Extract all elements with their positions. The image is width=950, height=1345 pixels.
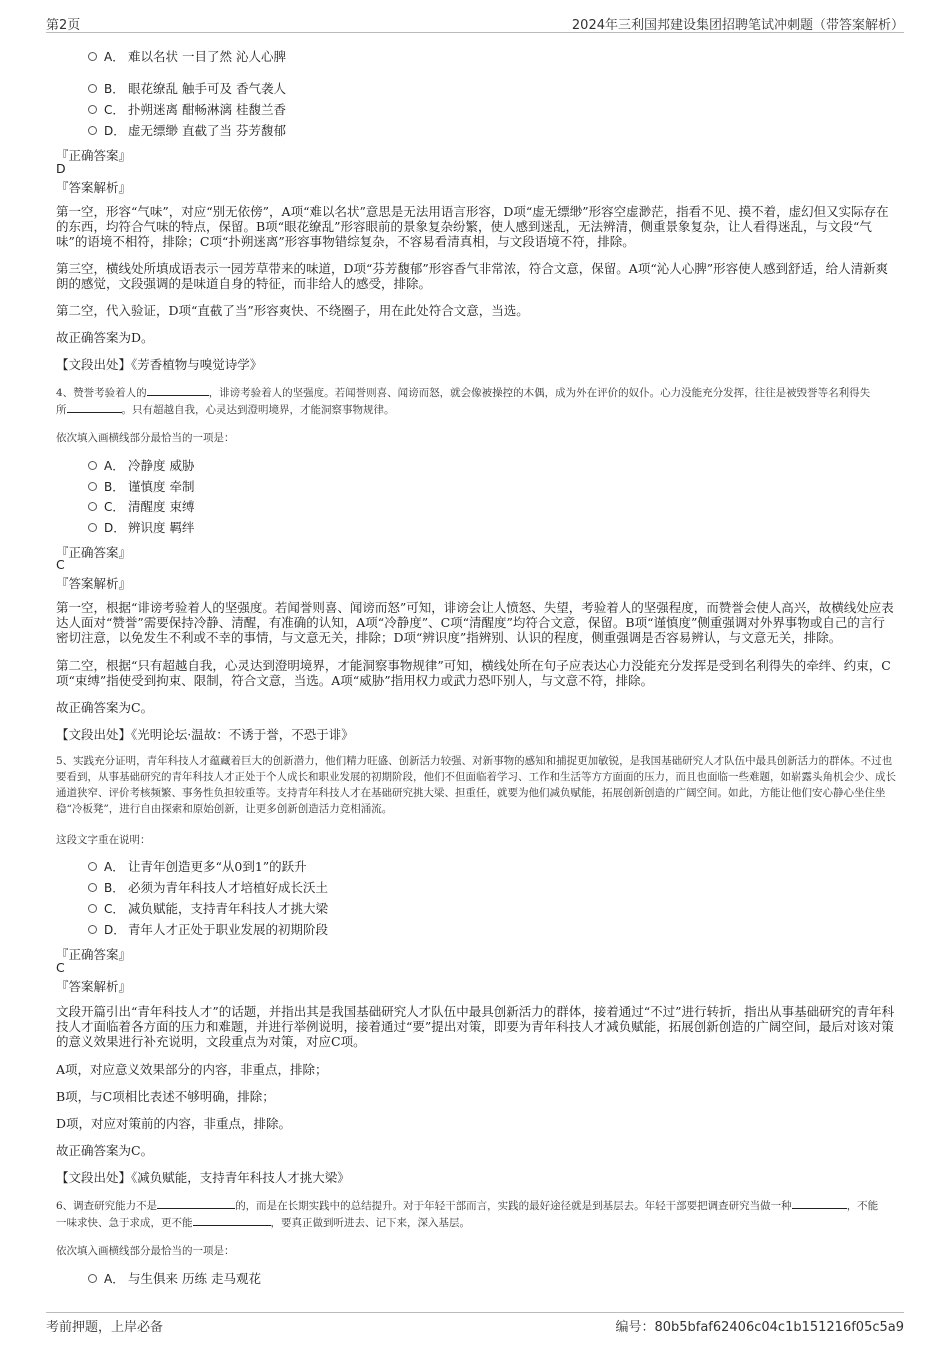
correct-answer-value: D [56,161,66,176]
q4-option-d[interactable]: D． 辨识度 羁绊 [88,519,194,537]
analysis-paragraph: 故正确答案为D。 [56,330,154,345]
fill-blank[interactable] [193,1214,271,1226]
q3-option-c[interactable]: C． 扑朔迷离 酣畅淋漓 桂馥兰香 [88,101,286,119]
fill-blank[interactable] [157,1197,235,1209]
q3-option-d[interactable]: D． 虚无缥缈 直截了当 芬芳馥郁 [88,122,286,140]
correct-answer-label: 『正确答案』 [56,947,132,962]
q4-option-b[interactable]: B． 谨慎度 牵制 [88,478,194,496]
question-6-stem: 6、调查研究能力不是 的，而是在长期实践中的总结提升。对于年轻干部而言，实践的最好途径就是到基层去。年轻干部要把调查研究当做一种 ，不能 一味求快、急于求成，更不能 ，要真正做到听进去、记下来，深入基层。 [56,1197,898,1231]
correct-answer-label: 『正确答案』 [56,148,132,163]
radio-icon[interactable] [88,126,97,135]
document-title: 2024年三利国邦建设集团招聘笔试冲刺题（带答案解析） [571,18,904,33]
question-5-stem: 5、实践充分证明，青年科技人才蕴藏着巨大的创新潜力，他们精力旺盛、创新活力较强、对新事物的感知和捕捉更加敏锐，是我国基础研究人才队伍中最具创新活力的群体。不过也要看到，从事基础研究的青年科技人才正处于个人成长和职业发展的初期阶段，他们不但面临着学习、工作和生活等方方面面的压力，而且也面临一些难题，如崭露头角机会少、成长通道狭窄、评价考核频繁、事务性负担较重等。支持青年科技人才在基础研究挑大梁、担重任，就要为他们减负赋能，拓展创新创造的广阔空间。如此，方能让他们安心静心坐住坐稳“冷板凳”，进行自由探索和原始创新，让更多创新创造活力竞相涌流。 [56,755,896,815]
analysis-paragraph: 故正确答案为C。 [56,1143,154,1158]
analysis-paragraph: 第一空，根据“诽谤考验着人的坚强度。若闻誉则喜、闻谤而怒”可知，诽谤会让人愤怒、失望，考验着人的坚强程度，而赞誉会使人高兴，故横线处应表达人面对“赞誉”需要保持冷静、清醒，有准确的认知，A项“冷静度”、C项“清醒度”均符合文意，保留。B项“谨慎度”侧重强调对外界事物或自己的言行密切注意，以免发生不利或不幸的事情，与文意无关，排除；D项“辨识度”指辨别、认识的程度，侧重强调是否容易辨认，与文意无关，排除。 [56,600,894,645]
footer-slogan: 考前押题，上岸必备 [46,1320,164,1335]
q4-option-a[interactable]: A． 冷静度 威胁 [88,457,194,475]
radio-icon[interactable] [88,502,97,511]
q5-option-a[interactable]: A． 让青年创造更多“从0到1”的跃升 [88,858,307,876]
analysis-paragraph: 第三空，横线处所填成语表示一园芳草带来的味道，D项“芬芳馥郁”形容香气非常浓，符合文意，保留。A项“沁人心脾”形容使人感到舒适，给人清新爽朗的感觉，文段强调的是味道自身的特征，而非给人的感受，排除。 [56,261,889,291]
radio-icon[interactable] [88,862,97,871]
correct-answer-value: C [56,960,65,975]
passage-prompt: 这段文字重在说明： [56,834,151,846]
radio-icon[interactable] [88,904,97,913]
analysis-paragraph: 第二空，代入验证，D项“直截了当”形容爽快、不绕圈子，用在此处符合文意，当选。 [56,303,529,318]
q6-option-a[interactable]: A． 与生俱来 历练 走马观花 [88,1270,261,1288]
analysis-label: 『答案解析』 [56,576,132,591]
document-code: 编号：80b5bfaf62406c04c1b151216f05c5a9 [615,1320,904,1335]
analysis-paragraph: D项，对应对策前的内容，非重点，排除。 [56,1116,292,1131]
radio-icon[interactable] [88,84,97,93]
source-citation: 【文段出处】《减负赋能，支持青年科技人才挑大梁》 [56,1170,350,1185]
analysis-paragraph: A项，对应意义效果部分的内容，非重点，排除； [56,1062,328,1077]
analysis-label: 『答案解析』 [56,180,132,195]
fill-blank[interactable] [147,384,209,396]
q3-option-a[interactable]: A． 难以名状 一目了然 沁人心脾 [88,48,286,66]
analysis-paragraph: 文段开篇引出“青年科技人才”的话题，并指出其是我国基础研究人才队伍中最具创新活力的群体，接着通过“不过”进行转折，指出从事基础研究的青年科技人才面临着各方面的压力和难题，并进行举例说明，接着通过“要”提出对策，即要为青年科技人才减负赋能，拓展创新创造的广阔空间，最后对该对策的意义效果进行补充说明，文段重点为对策，对应C项。 [56,1004,895,1049]
radio-icon[interactable] [88,523,97,532]
radio-icon[interactable] [88,105,97,114]
source-citation: 【文段出处】《光明论坛·温故：不诱于誉，不恐于诽》 [56,727,354,742]
radio-icon[interactable] [88,482,97,491]
radio-icon[interactable] [88,925,97,934]
q3-option-b[interactable]: B． 眼花缭乱 触手可及 香气袭人 [88,80,286,98]
q4-option-c[interactable]: C． 清醒度 束缚 [88,498,194,516]
fill-prompt: 依次填入画横线部分最恰当的一项是： [56,1245,235,1257]
analysis-paragraph: 第一空，形容“气味”，对应“别无依傍”，A项“难以名状”意思是无法用语言形容，D项“虚无缥缈”形容空虚渺茫，指看不见、摸不着，虚幻但又实际存在的东西，均符合气味的特点，保留。B项“眼花缭乱”形容眼前的景象复杂纷繁，使人感到迷乱，无法辨清，侧重景象复杂，让人看得迷乱，与文段“气味”的语境不相符，排除；C项“扑朔迷离”形容事物错综复杂，不容易看清真相，与文段语境不符，排除。 [56,204,889,249]
radio-icon[interactable] [88,461,97,470]
analysis-paragraph: 故正确答案为C。 [56,700,154,715]
question-4-stem: 4、赞誉考验着人的 ，诽谤考验着人的坚强度。若闻誉则喜、闻谤而怒，就会像被操控的木偶，成为外在评价的奴仆。心力没能充分发挥，往往是被毁誉等名利得失 所 。只有超越自我，心灵达到澄明境界，才能洞察事物规律。 [56,384,898,418]
correct-answer-value: C [56,557,65,572]
correct-answer-label: 『正确答案』 [56,545,132,560]
page-number: 第2页 [46,18,81,33]
analysis-label: 『答案解析』 [56,979,132,994]
page-footer [46,1312,904,1337]
q5-option-c[interactable]: C． 减负赋能，支持青年科技人才挑大梁 [88,900,328,918]
fill-prompt: 依次填入画横线部分最恰当的一项是： [56,432,235,444]
page-header [46,8,904,33]
radio-icon[interactable] [88,52,97,61]
radio-icon[interactable] [88,883,97,892]
radio-icon[interactable] [88,1274,97,1283]
source-citation: 【文段出处】《芳香植物与嗅觉诗学》 [56,357,263,372]
fill-blank[interactable] [792,1197,847,1209]
q5-option-b[interactable]: B． 必须为青年科技人才培植好成长沃土 [88,879,328,897]
fill-blank[interactable] [67,401,122,413]
q5-option-d[interactable]: D． 青年人才正处于职业发展的初期阶段 [88,921,328,939]
analysis-paragraph: B项，与C项相比表述不够明确，排除； [56,1089,275,1104]
analysis-paragraph: 第二空，根据“只有超越自我，心灵达到澄明境界，才能洞察事物规律”可知，横线处所在句子应表达心力没能充分发挥是受到名利得失的牵绊、约束，C项“束缚”指使受到拘束、限制，符合文意，当选。A项“威胁”指用权力或武力恐吓别人，与文意不符，排除。 [56,658,891,688]
